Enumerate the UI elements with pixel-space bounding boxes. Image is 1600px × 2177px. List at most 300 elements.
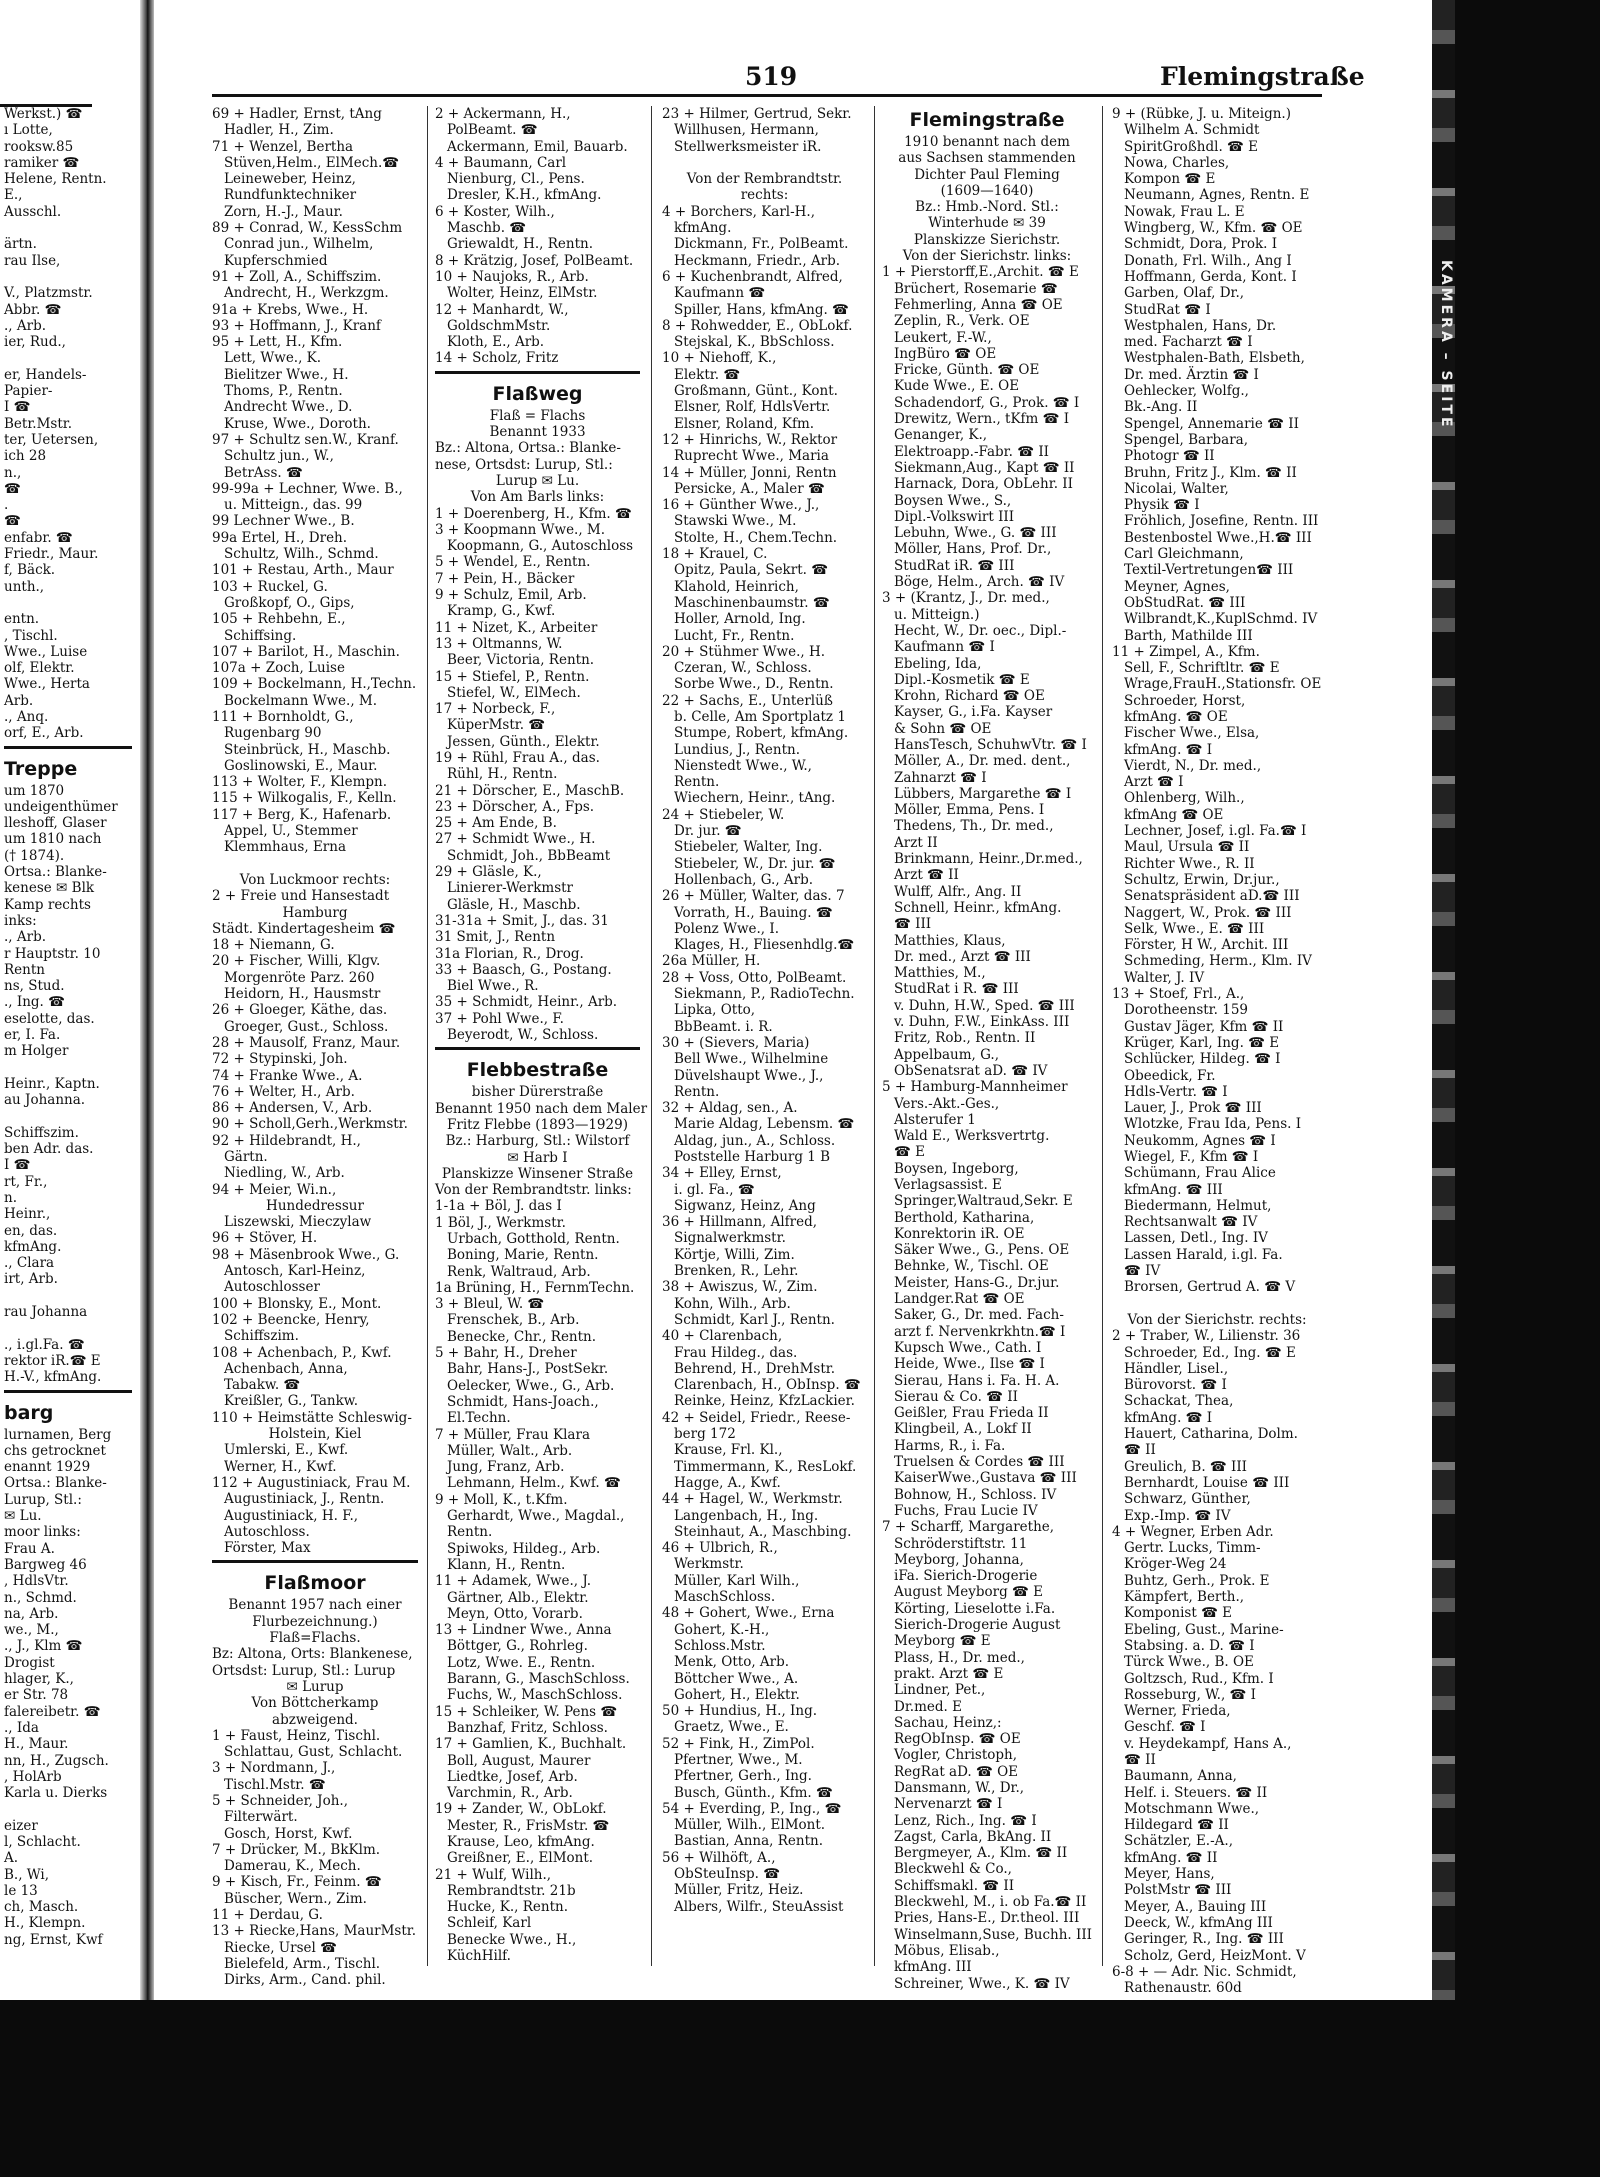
directory-line: Dirks, Arm., Cand. phil.	[224, 1972, 386, 1989]
directory-line: Wwe., Luise	[4, 643, 88, 660]
directory-line: Hadler, H., Zim.	[224, 122, 334, 139]
directory-line: Menk, Otto, Arb.	[674, 1654, 790, 1671]
directory-line: 90 + Scholl,Gerh.,Werkmstr.	[212, 1116, 408, 1133]
directory-line: Flaß = Flachs	[489, 407, 586, 424]
header-rule	[212, 94, 1322, 97]
directory-line: 23 + Hilmer, Gertrud, Sekr.	[662, 106, 852, 122]
directory-line: Bernhardt, Louise ☎ III	[1124, 1474, 1290, 1491]
directory-line: ✉ Harb I	[507, 1149, 568, 1166]
directory-line: 105 + Rehbehn, E.,	[212, 611, 346, 628]
directory-line: 113 + Wolter, F., Klempn.	[212, 774, 387, 791]
directory-line: Hauert, Catharina, Dolm.	[1124, 1426, 1298, 1443]
directory-line: Schmidt, Karl J., Rentn.	[674, 1311, 835, 1328]
directory-line: Bz.: Hmb.-Nord. Stl.:	[915, 199, 1059, 216]
entry-block	[1112, 106, 1322, 1996]
directory-line: 52 + Fink, H., ZimPol.	[662, 1735, 815, 1752]
directory-line: 99-99a + Lechner, Wwe. B.,	[212, 480, 403, 497]
section-rule	[4, 746, 132, 749]
directory-line: Linierer-Werkmstr	[447, 880, 574, 897]
directory-line: A.	[4, 1850, 19, 1867]
directory-line: 4 + Baumann, Carl	[435, 154, 567, 171]
directory-line: Von der Sierichstr. rechts:	[1127, 1311, 1307, 1328]
directory-line: Liszewski, Mieczylaw	[224, 1214, 372, 1231]
directory-line: 18 + Niemann, G.	[212, 937, 335, 954]
directory-line: KüchHilf.	[447, 1948, 511, 1965]
directory-line: Beyerodt, W., Schloss.	[447, 1027, 599, 1044]
directory-line: Frau A.	[4, 1540, 55, 1557]
directory-line: 69 + Hadler, Ernst, tAng	[212, 106, 382, 122]
directory-line	[1112, 1296, 1322, 1312]
directory-line: Thoms, P., Rentn.	[224, 383, 343, 400]
directory-line	[4, 1320, 132, 1336]
directory-line: 50 + Hundius, H., Ing.	[662, 1703, 818, 1720]
directory-line: we., M.,	[4, 1622, 59, 1639]
directory-line: 54 + Everding, P., Ing., ☎	[662, 1800, 842, 1817]
directory-line: Heinr., Kaptn.	[4, 1075, 100, 1092]
directory-line: 34 + Elley, Ernst,	[662, 1165, 782, 1182]
directory-line: Dipl.-Volkswirt III	[894, 508, 1015, 525]
directory-line: Leukert, F.-W.,	[894, 329, 992, 346]
directory-line: Bestenbostel Wwe.,H.☎ III	[1124, 529, 1312, 546]
directory-line: RegRat aD. ☎ OE	[894, 1763, 1019, 1780]
directory-line: Lotz, Wwe. E., Rentn.	[447, 1654, 596, 1671]
directory-line: moor links:	[4, 1524, 81, 1541]
section-rule	[435, 371, 640, 374]
directory-line: Gustav Jäger, Kfm ☎ II	[1124, 1018, 1284, 1035]
directory-line: 20 + Stühmer Wwe., H.	[662, 643, 826, 660]
directory-line: Richter Wwe., R. II	[1124, 855, 1255, 872]
directory-line: Matthies, M.,	[894, 965, 986, 982]
directory-line: Hecht, W., Dr. oec., Dipl.-	[894, 622, 1067, 639]
directory-line: Klahold, Heinrich,	[674, 578, 799, 595]
directory-line: Von der Rembrandtstr. links:	[435, 1182, 632, 1199]
directory-line: Klann, H., Rentn.	[447, 1556, 566, 1573]
section-rule	[4, 1390, 132, 1393]
directory-line: PolstMstr ☎ III	[1124, 1882, 1232, 1899]
directory-line: Tabakw. ☎	[224, 1377, 301, 1394]
directory-line: Czeran, W., Schloss.	[674, 660, 812, 677]
directory-line: b. Celle, Am Sportplatz 1	[674, 708, 846, 725]
directory-line	[4, 350, 132, 366]
directory-line: Ortsdst: Lurup, Stl.: Lurup	[212, 1662, 396, 1679]
directory-line: irt, Arb.	[4, 1271, 58, 1288]
directory-line: 19 + Rühl, Frau A., das.	[435, 749, 600, 766]
directory-line: ben Adr. das.	[4, 1141, 94, 1158]
directory-line: Sierich-Drogerie August	[894, 1617, 1061, 1634]
directory-line: Müller, Wilh., ElMont.	[674, 1817, 826, 1834]
directory-line: ✉ Lu.	[4, 1508, 42, 1525]
directory-line: Planskizze Winsener Straße	[441, 1165, 634, 1182]
directory-line: 89 + Conrad, W., KessSchm	[212, 220, 403, 237]
directory-line: Böttger, G., Rohrleg.	[447, 1638, 588, 1655]
directory-line: Stejskal, K., BbSchloss.	[674, 334, 835, 351]
directory-line: m Holger	[4, 1043, 69, 1060]
directory-line: Städt. Kindertagesheim ☎	[212, 920, 396, 937]
directory-line: Truelsen & Cordes ☎ III	[894, 1454, 1065, 1471]
directory-line: Boll, August, Maurer	[447, 1752, 591, 1769]
directory-line: Kupferschmied	[224, 252, 328, 269]
directory-line: Timmermann, K., ResLokf.	[674, 1458, 857, 1475]
directory-line: 30 + (Sievers, Maria)	[662, 1034, 810, 1051]
directory-line: Brinkmann, Heinr.,Dr.med.,	[894, 851, 1083, 868]
directory-line: Zorn, H.-J., Maur.	[224, 203, 343, 220]
directory-line: IngBüro ☎ OE	[894, 345, 997, 362]
directory-line: ☎ II	[1124, 1442, 1156, 1459]
directory-line: , Tischl.	[4, 627, 58, 644]
directory-line: Wilbrandt,K.,KuplSchmd. IV	[1124, 611, 1318, 628]
directory-line: v. Duhn, H.W., Sped. ☎ III	[894, 997, 1075, 1014]
directory-line: Siekmann,Aug., Kapt ☎ II	[894, 459, 1075, 476]
directory-line: 28 + Mausolf, Franz, Maur.	[212, 1034, 401, 1051]
directory-line: Marie Aldag, Lebensm. ☎	[674, 1116, 855, 1133]
directory-line: kfmAng. III	[894, 1959, 972, 1976]
directory-line: Boysen, Ingeborg,	[894, 1160, 1019, 1177]
directory-line: 21 + Wulf, Wilh.,	[435, 1866, 552, 1883]
directory-line: 91a + Krebs, Wwe., H.	[212, 301, 369, 318]
directory-line: RegObInsp. ☎ OE	[894, 1731, 1021, 1748]
directory-line: Lett, Wwe., K.	[224, 350, 322, 367]
directory-line: Geschf. ☎ I	[1124, 1719, 1206, 1736]
directory-line: 46 + Ulbrich, R.,	[662, 1540, 778, 1557]
directory-line: Genanger, K.,	[894, 427, 988, 444]
directory-line: Springer,Waltraud,Sekr. E	[894, 1193, 1073, 1210]
directory-line: ☎ II	[1124, 1751, 1156, 1768]
directory-line: Steinhaut, A., Maschbing.	[674, 1523, 852, 1540]
directory-line: 9 + Schulz, Emil, Arb.	[435, 587, 587, 604]
directory-line: Schroeder, Ed., Ing. ☎ E	[1124, 1344, 1296, 1361]
directory-line	[4, 1288, 132, 1304]
directory-line: nn, H., Zugsch.	[4, 1752, 109, 1769]
directory-line: H., Klempn.	[4, 1915, 86, 1932]
directory-line: Fricke, Günth. ☎ OE	[894, 362, 1040, 379]
directory-line: 11 + Derdau, G.	[212, 1907, 323, 1924]
directory-line: 11 + Adamek, Wwe., J.	[435, 1573, 592, 1590]
directory-line: 26 + Gloeger, Käthe, das.	[212, 1002, 388, 1019]
directory-line: Greulich, B. ☎ III	[1124, 1458, 1248, 1475]
directory-line: Lipka, Otto,	[674, 1002, 756, 1019]
directory-line: Krüger, Karl, Ing. ☎ E	[1124, 1034, 1280, 1051]
directory-line: 111 + Bornholdt, G.,	[212, 708, 354, 725]
directory-line: 26 + Müller, Walter, das. 7	[662, 888, 845, 905]
directory-line: Dansmann, W., Dr.,	[894, 1779, 1025, 1796]
directory-line: berg 172	[674, 1426, 736, 1443]
directory-line: Obeedick, Fr.	[1124, 1067, 1216, 1084]
directory-line: Biel Wwe., R.	[447, 978, 539, 995]
directory-line: 37 + Pohl Wwe., F.	[435, 1010, 564, 1027]
directory-line: Großmann, Günt., Kont.	[674, 383, 838, 400]
directory-line: 92 + Hildebrandt, H.,	[212, 1132, 361, 1149]
directory-line: Sell, F., Schriftltr. ☎ E	[1124, 660, 1280, 677]
directory-line: ObSteuInsp. ☎	[674, 1866, 781, 1883]
directory-line: Elektroapp.-Fabr. ☎ II	[894, 443, 1049, 460]
directory-line: Hagge, A., Kwf.	[674, 1474, 781, 1491]
directory-line: Wlotzke, Frau Ida, Pens. I	[1124, 1116, 1302, 1133]
directory-line: ☎ E	[894, 1144, 925, 1161]
directory-line: Koopmann, G., Autoschloss	[447, 538, 634, 555]
page-number: 519	[745, 62, 798, 91]
entry-block	[212, 106, 418, 1556]
directory-line: 110 + Heimstätte Schleswig-	[212, 1409, 412, 1426]
directory-line: 112 + Augustiniack, Frau M.	[212, 1474, 411, 1491]
directory-line: Karla u. Dierks	[4, 1785, 108, 1802]
directory-line: Dr. med., Arzt ☎ III	[894, 948, 1031, 965]
directory-line: Rechtsanwalt ☎ IV	[1124, 1214, 1258, 1231]
directory-line: Spengel, Annemarie ☎ II	[1124, 415, 1299, 432]
directory-line: Fuchs, W., MaschSchloss.	[447, 1687, 623, 1704]
section-rule	[435, 1047, 640, 1050]
directory-line: Kämpfert, Berth.,	[1124, 1589, 1245, 1606]
directory-line: Varchmin, R., Arb.	[447, 1785, 573, 1802]
directory-line: Schreiner, Wwe., K. ☎ IV	[894, 1975, 1070, 1992]
directory-line: Alsterufer 1	[894, 1111, 976, 1128]
directory-line: Dresler, K.H., kfmAng.	[447, 187, 602, 204]
directory-line: 7 + Scharff, Margarethe,	[882, 1519, 1055, 1536]
directory-line: Berthold, Katharina,	[894, 1209, 1035, 1226]
directory-line: Brorsen, Gertrud A. ☎ V	[1124, 1279, 1296, 1296]
directory-line: 2 + Ackermann, H.,	[435, 106, 571, 122]
directory-line: Maschinenbaumstr. ☎	[674, 594, 830, 611]
directory-line: Wilhelm A. Schmidt	[1124, 122, 1260, 139]
directory-line: 8 + Krätzig, Josef, PolBeamt.	[435, 252, 634, 269]
column-3	[662, 106, 867, 1961]
directory-line: Dichter Paul Fleming	[914, 166, 1060, 183]
directory-line: Lenz, Rich., Ing. ☎ I	[894, 1812, 1037, 1829]
directory-line: Opitz, Paula, Sekrt. ☎	[674, 562, 829, 579]
directory-line: Meyer, A., Bauing III	[1124, 1898, 1267, 1915]
directory-line: 103 + Ruckel, G.	[212, 578, 328, 595]
directory-line: unth.,	[4, 578, 45, 595]
directory-line: Wwe., Herta	[4, 676, 90, 693]
directory-line: 108 + Achenbach, P., Kwf.	[212, 1344, 392, 1361]
directory-line: Walter, J. IV	[1124, 969, 1205, 986]
column-divider	[651, 106, 652, 1966]
directory-line: Harms, R., i. Fa.	[894, 1437, 1006, 1454]
directory-line: Fritz, Rob., Rentn. II	[894, 1030, 1036, 1047]
directory-line: Schmidt, Dora, Prok. I	[1124, 236, 1278, 253]
directory-line: Stiebeler, W., Dr. jur. ☎	[674, 855, 836, 872]
directory-line: Lassen Harald, i.gl. Fa.	[1124, 1246, 1283, 1263]
directory-line: .	[4, 497, 9, 514]
column-4	[882, 106, 1093, 1992]
directory-line: Von Luckmoor rechts:	[239, 871, 391, 888]
directory-line: Textil-Vertretungen☎ III	[1124, 562, 1294, 579]
directory-line: Langenbach, H., Ing.	[674, 1507, 819, 1524]
directory-line: 40 + Clarenbach,	[662, 1328, 783, 1345]
directory-line: Goslinowski, E., Maur.	[224, 757, 378, 774]
directory-line: Heide, Wwe., Ilse ☎ I	[894, 1356, 1045, 1373]
directory-line: El.Techn.	[447, 1410, 511, 1427]
directory-line: Von Böttcherkamp	[251, 1695, 379, 1712]
directory-line: kenese ✉ Blk	[4, 880, 95, 897]
directory-line: 31 Smit, J., Rentn	[435, 929, 556, 946]
directory-line: Arb.	[4, 692, 34, 709]
directory-line: Benannt 1950 nach dem Maler	[435, 1100, 648, 1117]
directory-line: 5 + Wendel, E., Rentn.	[435, 554, 591, 571]
directory-line: 99a Ertel, H., Dreh.	[212, 529, 348, 546]
directory-line: Kamp rechts	[4, 896, 91, 913]
directory-line: Kompon ☎ E	[1124, 171, 1216, 188]
directory-line: rektor iR.☎ E	[4, 1352, 101, 1369]
entry-block	[662, 106, 867, 1915]
directory-line: Maul, Ursula ☎ II	[1124, 839, 1250, 856]
directory-line: Motschmann Wwe.,	[1124, 1800, 1260, 1817]
directory-line: 102 + Beencke, Henry,	[212, 1311, 370, 1328]
directory-line: 42 + Seidel, Friedr., Reese-	[662, 1409, 851, 1426]
directory-line: Meyn, Otto, Vorarb.	[447, 1605, 583, 1622]
directory-line: Ackermann, Emil, Bauarb.	[447, 138, 628, 155]
directory-line: 21 + Dörscher, E., MaschB.	[435, 782, 625, 799]
directory-line: Winterhude ✉ 39	[928, 215, 1046, 232]
directory-line: Lurup, Stl.:	[4, 1491, 82, 1508]
directory-line: Lurup ✉ Lu.	[495, 472, 580, 489]
directory-line: Frau Hildeg., das.	[674, 1344, 798, 1361]
directory-line: ☎ IV	[1124, 1263, 1161, 1280]
directory-line: ärtn.	[4, 236, 37, 253]
entry-block	[435, 1056, 648, 1965]
directory-line: 28 + Voss, Otto, PolBeamt.	[662, 969, 847, 986]
directory-line: 11 + Zimpel, A., Kfm.	[1112, 643, 1260, 660]
directory-line: 12 + Hinrichs, W., Rektor	[662, 431, 838, 448]
directory-line: Stawski Wwe., M.	[674, 513, 797, 530]
directory-line: Stumpe, Robert, kfmAng.	[674, 725, 849, 742]
left-page-fragment	[4, 106, 132, 1961]
directory-line: Nienburg, Cl., Pens.	[447, 171, 585, 188]
directory-line: 107 + Barilot, H., Maschin.	[212, 643, 400, 660]
directory-line: Rugenbarg 90	[224, 725, 322, 742]
directory-line: E.,	[4, 187, 23, 204]
directory-line: Geißler, Frau Frieda II	[894, 1405, 1049, 1422]
directory-line: 13 + Riecke,Hans, MaurMstr.	[212, 1923, 417, 1940]
column-5	[1112, 106, 1322, 1997]
directory-line: 23 + Dörscher, A., Fps.	[435, 798, 595, 815]
directory-line: Achenbach, Anna,	[224, 1360, 348, 1377]
directory-line: 35 + Schmidt, Heinr., Arb.	[435, 994, 618, 1011]
directory-line: Appelbaum, G.,	[894, 1046, 999, 1063]
directory-line: 2 + Traber, W., Lilienstr. 36	[1112, 1328, 1301, 1345]
directory-line: Nowak, Frau L. E	[1124, 203, 1245, 220]
directory-line: Benannt 1957 nach einer	[228, 1597, 402, 1614]
directory-line: Filterwärt.	[224, 1809, 298, 1826]
directory-line: Kaufmann ☎	[674, 285, 766, 302]
directory-line: Möller, Emma, Pens. I	[894, 802, 1045, 819]
directory-line	[4, 1109, 132, 1125]
directory-line: Papier-	[4, 383, 53, 400]
directory-line: 16 + Günther Wwe., J.,	[662, 497, 820, 514]
directory-line: Bastian, Anna, Rentn.	[674, 1833, 823, 1850]
directory-line: Möller, Hans, Prof. Dr.,	[894, 541, 1052, 558]
directory-line: Ortsa.: Blanke-	[4, 864, 107, 881]
directory-line: Heidorn, H., Hausmstr	[224, 986, 381, 1003]
directory-line: Gertr. Lucks, Timm-	[1124, 1540, 1261, 1557]
directory-line: Stiebeler, Walter, Ing.	[674, 839, 823, 856]
directory-line: Benecke Wwe., H.,	[447, 1931, 577, 1948]
directory-line: Elsner, Roland, Kfm.	[674, 415, 815, 432]
directory-line: 4 + Wegner, Erben Adr.	[1112, 1523, 1274, 1540]
directory-line: 96 + Stöver, H.	[212, 1230, 318, 1247]
directory-line: 93 + Hoffmann, J., Kranf	[212, 317, 381, 334]
directory-line: Stellwerksmeister iR.	[674, 138, 822, 155]
directory-line: Werkmstr.	[674, 1556, 744, 1573]
directory-line: 17 + Norbeck, F.,	[435, 701, 556, 718]
directory-line: Büscher, Wern., Zim.	[224, 1890, 367, 1907]
directory-line: Böttcher Wwe., A.	[674, 1670, 799, 1687]
directory-line: Stolte, H., Chem.Techn.	[674, 529, 838, 546]
directory-line: Holler, Arnold, Ing.	[674, 611, 806, 628]
directory-line: Nervenarzt ☎ I	[894, 1796, 1003, 1813]
directory-line: Fröhlich, Josefine, Rentn. III	[1124, 513, 1319, 530]
directory-line: Meyborg, Johanna,	[894, 1551, 1024, 1568]
directory-line: ., Ida	[4, 1719, 39, 1736]
directory-line: Albers, Wilfr., SteuAssist	[674, 1898, 844, 1915]
directory-line: Heckmann, Friedr., Arb.	[674, 252, 841, 269]
directory-line: Autoschlosser	[224, 1279, 320, 1296]
directory-line: 117 + Berg, K., Hafenarb.	[212, 806, 392, 823]
directory-line: med. Facharzt ☎ I	[1124, 334, 1253, 351]
directory-line: Pries, Hans-E., Dr.theol. III	[894, 1910, 1080, 1927]
directory-line: Türck Wwe., B. OE	[1124, 1654, 1254, 1671]
directory-line: Boning, Marie, Rentn.	[447, 1247, 599, 1264]
directory-line: Rentn	[4, 961, 45, 978]
directory-line: kfmAng. ☎ II	[1124, 1849, 1218, 1866]
directory-line: Arzt ☎ I	[1124, 774, 1184, 791]
directory-line: Hundedressur	[266, 1197, 364, 1214]
directory-line: Geringer, R., Ing. ☎ III	[1124, 1931, 1284, 1948]
directory-line: enannt 1929	[4, 1459, 91, 1476]
directory-line: Rentn.	[674, 1083, 720, 1100]
directory-line: 17 + Gamlien, K., Buchhalt.	[435, 1736, 627, 1753]
directory-line: Bruhn, Fritz J., Klm. ☎ II	[1124, 464, 1297, 481]
directory-line: Von Am Barls links:	[470, 489, 605, 506]
directory-line	[662, 155, 867, 171]
directory-line: Dorotheenstr. 159	[1124, 1002, 1248, 1019]
directory-line: Wald E., Werksvertrtg.	[894, 1128, 1050, 1145]
directory-line: Schultz, Erwin, Dr.jur.,	[1124, 871, 1280, 888]
directory-line: Dipl.-Kosmetik ☎ E	[894, 671, 1030, 688]
directory-line: Buhtz, Gerh., Prok. E	[1124, 1572, 1270, 1589]
directory-line: Ausschl.	[4, 203, 62, 220]
directory-line: Gärtner, Alb., Elektr.	[447, 1589, 589, 1606]
directory-line: Zagst, Carla, BkAng. II	[894, 1828, 1052, 1845]
directory-line: Wingberg, W., Kfm. ☎ OE	[1124, 220, 1303, 237]
directory-line: 95 + Lett, H., Kfm.	[212, 334, 343, 351]
directory-line: Körting, Lieselotte i.Fa.	[894, 1600, 1056, 1617]
directory-line: Helf. i. Steuers. ☎ II	[1124, 1784, 1268, 1801]
directory-line: Ebeling, Ida,	[894, 655, 982, 672]
directory-line: Betr.Mstr.	[4, 415, 73, 432]
directory-line: 7 + Pein, H., Bäcker	[435, 570, 575, 587]
directory-line: Schlattau, Gust, Schlacht.	[224, 1744, 403, 1761]
directory-line: Bockelmann Wwe., M.	[224, 692, 378, 709]
directory-line: 13 + Lindner Wwe., Anna	[435, 1622, 612, 1639]
entry-block	[435, 380, 640, 1044]
directory-line	[4, 220, 132, 236]
directory-line: 19 + Zander, W., ObLokf.	[435, 1801, 607, 1818]
directory-line: 9 + Moll, K., t.Kfm.	[435, 1491, 568, 1508]
directory-line: u. Mitteign., das. 99	[224, 497, 363, 514]
directory-line: Sigwanz, Heinz, Ang	[674, 1197, 816, 1214]
directory-line: Bz.: Harburg, Stl.: Wilstorf	[445, 1133, 630, 1150]
running-head: Flemingstraße	[1160, 62, 1365, 91]
directory-line: Neukomm, Agnes ☎ I	[1124, 1132, 1276, 1149]
directory-line: Schiffszim.	[4, 1124, 79, 1141]
directory-line: kfmAng. ☎ I	[1124, 1409, 1213, 1426]
directory-line: Kloth, E., Arb.	[447, 334, 545, 351]
directory-line: ☎	[4, 513, 21, 530]
directory-line: I ☎	[4, 1157, 31, 1174]
directory-line: Augustiniack, J., Rentn.	[224, 1491, 385, 1508]
directory-line: 14 + Scholz, Fritz	[435, 350, 559, 367]
directory-line: Hoffmann, Gerda, Kont. I	[1124, 268, 1297, 285]
